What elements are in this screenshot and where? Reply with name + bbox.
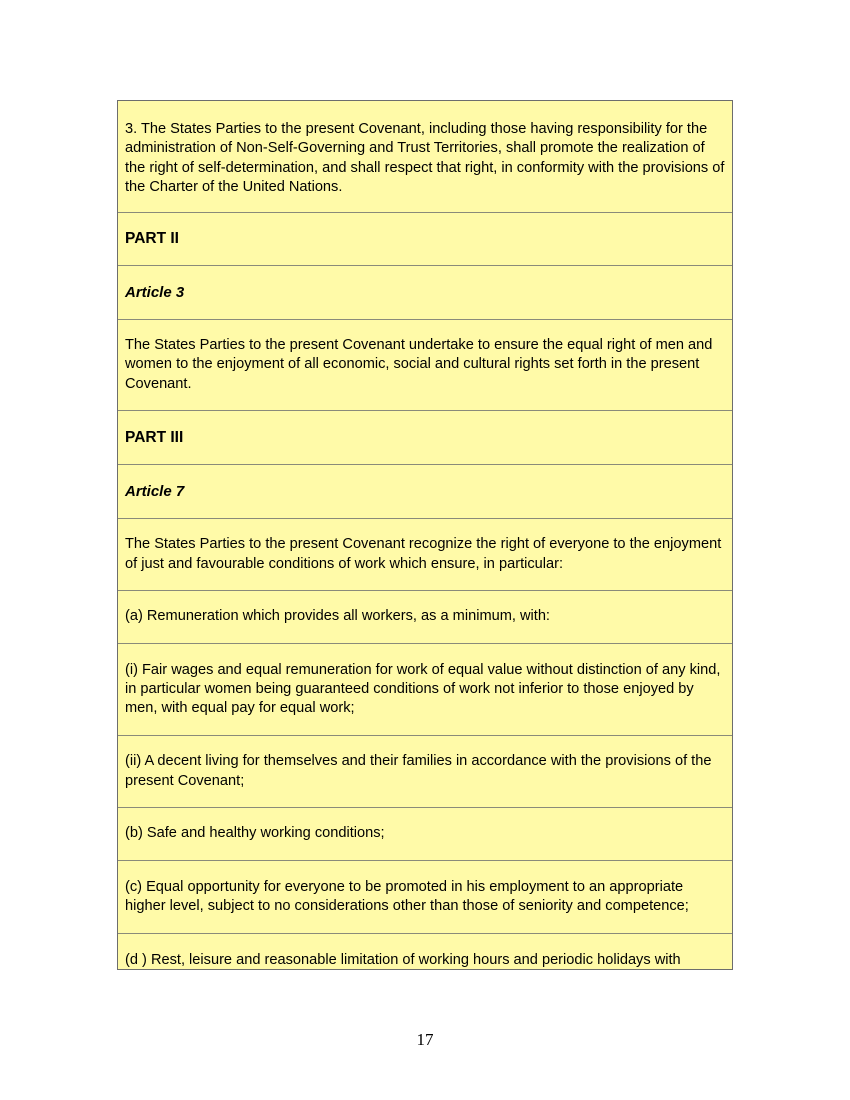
paragraph-text: (b) Safe and healthy working conditions; xyxy=(125,825,385,842)
table-row xyxy=(118,319,732,410)
table-row xyxy=(118,101,732,212)
table-row xyxy=(118,410,732,464)
article-heading: Article 3 xyxy=(125,283,185,301)
paragraph-text: The States Parties to the present Covenant recognize the right of everyone to the enjoyment of just and favourable conditions of work which ensure, in particular: xyxy=(125,536,722,572)
table-row xyxy=(118,464,732,518)
part-heading: PART III xyxy=(125,428,184,446)
paragraph-text: (ii) A decent living for themselves and their families in accordance with the provisions of the present Covenant; xyxy=(125,753,712,789)
table-row xyxy=(118,860,732,933)
table-row xyxy=(118,590,732,643)
page-number: 17 xyxy=(416,1030,434,1049)
table-row xyxy=(118,807,732,860)
paragraph-text: (d ) Rest, leisure and reasonable limitation of working hours and periodic holidays with xyxy=(125,952,681,968)
table-row xyxy=(118,265,732,319)
table-row xyxy=(118,735,732,807)
paragraph-text: (c) Equal opportunity for everyone to be promoted in his employment to an appropriate higher level, subject to no considerations other than those of seniority and competence; xyxy=(125,878,689,914)
paragraph-text: The States Parties to the present Covenant undertake to ensure the equal right of men and women to the enjoyment of all economic, social and cultural rights set forth in the present Covenant. xyxy=(125,337,713,392)
paragraph-text: 3. The States Parties to the present Covenant, including those having responsibility for the administration of Non-Self-Governing and Trust Territories, shall promote the realization of the right of self-determination, and shall respect that right, in conformity with the provisions of the Charter of the United Nations. xyxy=(125,121,725,195)
article-heading: Article 7 xyxy=(125,482,185,500)
table-row xyxy=(118,518,732,590)
table-row xyxy=(118,933,732,969)
paragraph-text: (i) Fair wages and equal remuneration for work of equal value without distinction of any kind, in particular women being guaranteed conditions of work not inferior to those enjoyed by men, with equal pay for equal work; xyxy=(125,661,721,717)
table-row xyxy=(118,212,732,265)
part-heading: PART II xyxy=(125,230,179,248)
table-row xyxy=(118,643,732,735)
paragraph-text: (a) Remuneration which provides all workers, as a minimum, with: xyxy=(125,608,550,625)
covenant-table xyxy=(117,100,733,970)
